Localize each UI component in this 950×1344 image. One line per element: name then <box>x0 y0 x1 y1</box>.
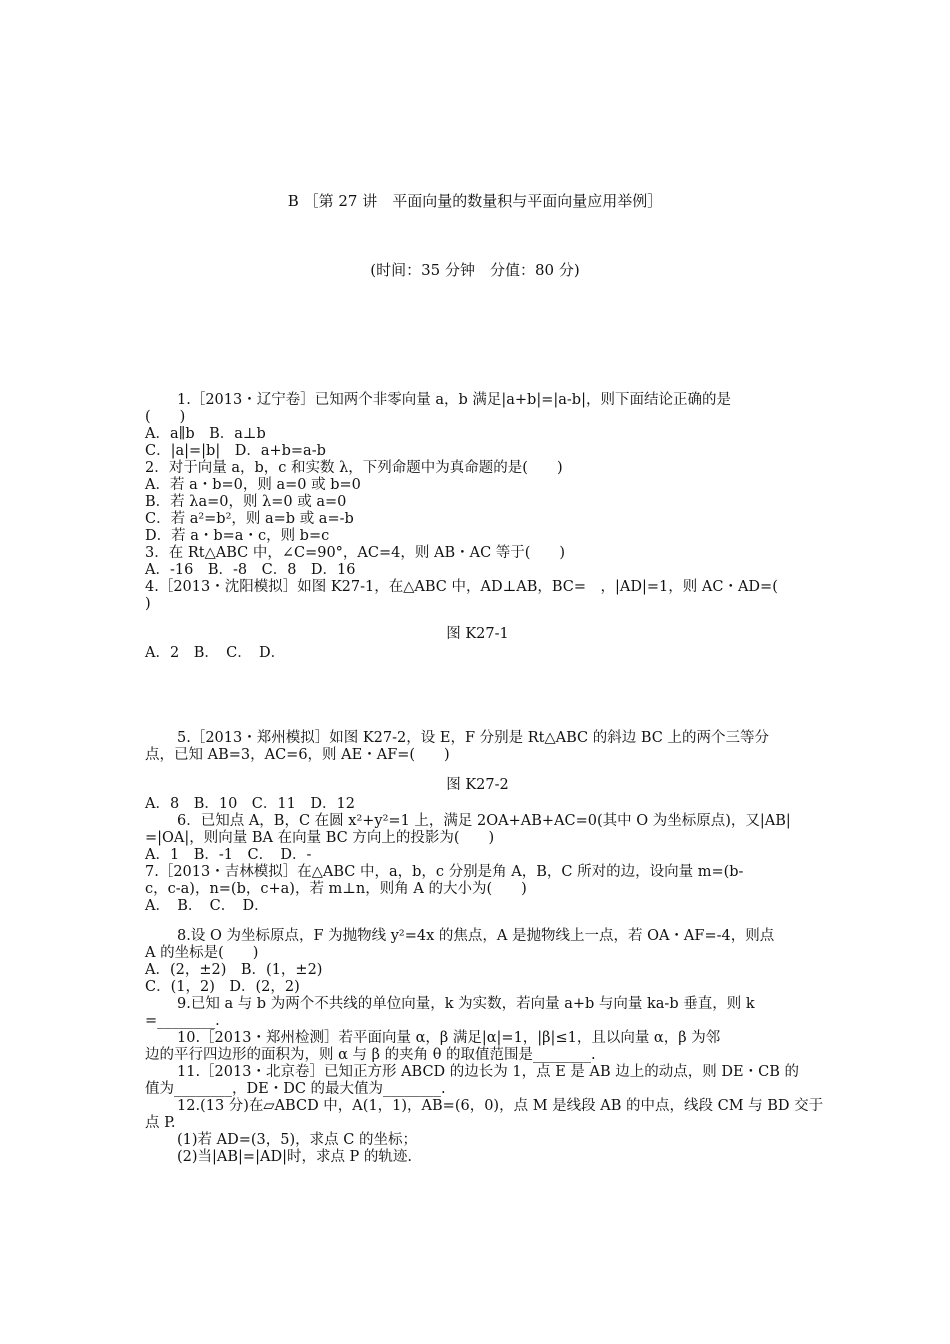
question-10-stem-line1: 10.［2013・郑州检测］若平面向量 α，β 满足|α|=1，|β|≤1，且以向量 α，β 为邻 <box>177 1030 721 1046</box>
question-2-option-b: B．若 λa=0，则 λ=0 或 a=0 <box>145 494 347 510</box>
question-2-option-a: A．若 a・b=0，则 a=0 或 b=0 <box>145 477 361 493</box>
question-4-options: A．2 B． C． D． <box>145 645 286 661</box>
questions-1-4 <box>145 392 810 613</box>
question-9-stem-line1: 9.已知 a 与 b 为两个不共线的单位向量，k 为实数，若向量 a+b 与向量 ka-b 垂直，则 k <box>177 996 755 1012</box>
question-1-paren: ( ) <box>145 409 186 425</box>
question-12-stem-line1: 12.(13 分)在▱ABCD 中，A(1，1)，AB=(6，0)，点 M 是线段 AB 的中点，线段 CM 与 BD 交于 <box>177 1098 824 1114</box>
question-2-option-c: C．若 a²=b²，则 a=b 或 a=-b <box>145 511 354 527</box>
figure-k27-1-caption: 图 K27-1 <box>446 626 509 642</box>
question-2-stem: 2．对于向量 a，b，c 和实数 λ，下列命题中为真命题的是( ) <box>145 460 563 476</box>
question-3-options: A．-16 B．-8 C．8 D．16 <box>145 562 356 578</box>
figure-k27-2-caption: 图 K27-2 <box>446 777 509 793</box>
time-score-info: (时间：35 分钟 分值：80 分) <box>370 261 580 279</box>
question-5-stem-line1: 5.［2013・郑州模拟］如图 K27-2，设 E，F 分别是 Rt△ABC 的斜边 BC 上的两个三等分 <box>177 730 769 746</box>
question-7-stem-line1: 7.［2013・吉林模拟］在△ABC 中，a，b，c 分别是角 A，B，C 所对的边，设向量 m=(b- <box>145 864 744 880</box>
question-9-stem-line2: =________. <box>145 1013 220 1029</box>
question-6-options: A．1 B．-1 C． D．- <box>145 847 312 863</box>
question-12-part-2: (2)当|AB|=|AD|时，求点 P 的轨迹. <box>177 1149 413 1165</box>
question-3-stem: 3．在 Rt△ABC 中，∠C=90°，AC=4，则 AB・AC 等于( ) <box>145 545 566 561</box>
question-1-options-cd: C．|a|=|b| D．a+b=a-b <box>145 443 326 459</box>
question-5-stem-line2: 点，已知 AB=3，AC=6，则 AE・AF=( ) <box>145 747 450 763</box>
question-4-paren: ) <box>145 596 151 612</box>
document-title: B ［第 27 讲 平面向量的数量积与平面向量应用举例］ <box>287 192 663 210</box>
question-8-stem-line1: 8.设 O 为坐标原点，F 为抛物线 y²=4x 的焦点，A 是抛物线上一点，若 OA・AF=-4，则点 <box>177 928 775 944</box>
question-8-options-cd: C．(1，2) D．(2，2) <box>145 979 300 995</box>
question-2-option-d: D．若 a・b=a・c，则 b=c <box>145 528 330 544</box>
question-10-stem-line2: 边的平行四边形的面积为，则 α 与 β 的夹角 θ 的取值范围是________. <box>145 1047 596 1063</box>
question-1-stem: 1.［2013・辽宁卷］已知两个非零向量 a，b 满足|a+b|=|a-b|，则下面结论正确的是 <box>177 392 731 408</box>
question-5 <box>145 730 810 764</box>
question-8-stem-line2: A 的坐标是( ) <box>145 945 259 961</box>
questions-5-7 <box>145 796 810 915</box>
question-12-stem-line2: 点 P. <box>145 1115 176 1131</box>
question-7-options: A． B． C． D． <box>145 898 269 914</box>
question-4-stem: 4.［2013・沈阳模拟］如图 K27-1，在△ABC 中，AD⊥AB，BC= ，|AD|=1，则 AC・AD=( <box>145 579 778 595</box>
question-6-stem-line2: =|OA|，则向量 BA 在向量 BC 方向上的投影为( ) <box>145 830 495 846</box>
question-5-options: A．8 B．10 C．11 D．12 <box>145 796 355 812</box>
question-6-stem-line1: 6．已知点 A，B，C 在圆 x²+y²=1 上，满足 2OA+AB+AC=0(其中 O 为坐标原点)，又|AB| <box>177 813 791 829</box>
question-7-stem-line2: c，c-a)，n=(b，c+a)，若 m⊥n，则角 A 的大小为( ) <box>145 881 527 897</box>
question-11-stem-line1: 11.［2013・北京卷］已知正方形 ABCD 的边长为 1，点 E 是 AB 边上的动点，则 DE・CB 的 <box>177 1064 799 1080</box>
question-11-stem-line2: 值为________，DE・DC 的最大值为________. <box>145 1081 446 1097</box>
questions-8-12 <box>145 928 824 1166</box>
question-12-part-1: (1)若 AD=(3，5)，求点 C 的坐标； <box>177 1132 417 1148</box>
question-1-options-ab: A．a∥b B．a⊥b <box>145 426 266 442</box>
question-8-options-ab: A．(2，±2) B．(1，±2) <box>145 962 323 978</box>
